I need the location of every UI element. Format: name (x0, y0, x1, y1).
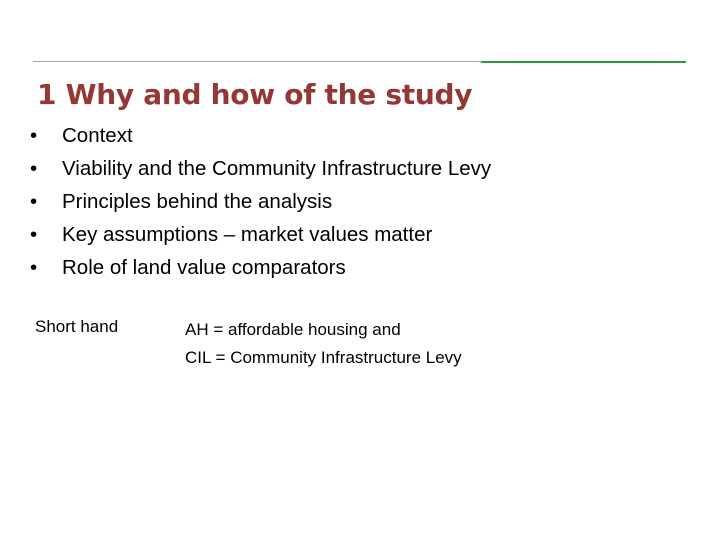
bullet-text: Key assumptions – market values matter (62, 223, 433, 246)
header-rule-green (481, 61, 686, 63)
bullet-item-assumptions (30, 223, 491, 256)
definition-ah: AH = affordable housing and (185, 320, 401, 339)
bullet-icon: • (30, 223, 38, 246)
header-rule-grey (33, 61, 483, 62)
bullet-text: Principles behind the analysis (62, 190, 333, 213)
bullet-item-principles (30, 190, 491, 223)
bullet-text: Viability and the Community Infrastructure Levy (62, 157, 492, 180)
shorthand-definitions (185, 316, 462, 372)
bullet-item-viability (30, 157, 491, 190)
bullet-item-comparators (30, 256, 491, 289)
bullet-icon: • (30, 157, 38, 180)
bullet-icon: • (30, 190, 38, 213)
bullet-icon: • (30, 256, 38, 279)
shorthand-label: Short hand (35, 317, 119, 336)
bullet-list (30, 124, 491, 289)
bullet-icon: • (30, 124, 38, 147)
definition-cil: CIL = Community Infrastructure Levy (185, 348, 462, 367)
slide-title: 1 Why and how of the study (37, 78, 473, 111)
bullet-item-context (30, 124, 491, 157)
bullet-text: Role of land value comparators (62, 256, 346, 279)
bullet-text: Context (62, 124, 133, 147)
